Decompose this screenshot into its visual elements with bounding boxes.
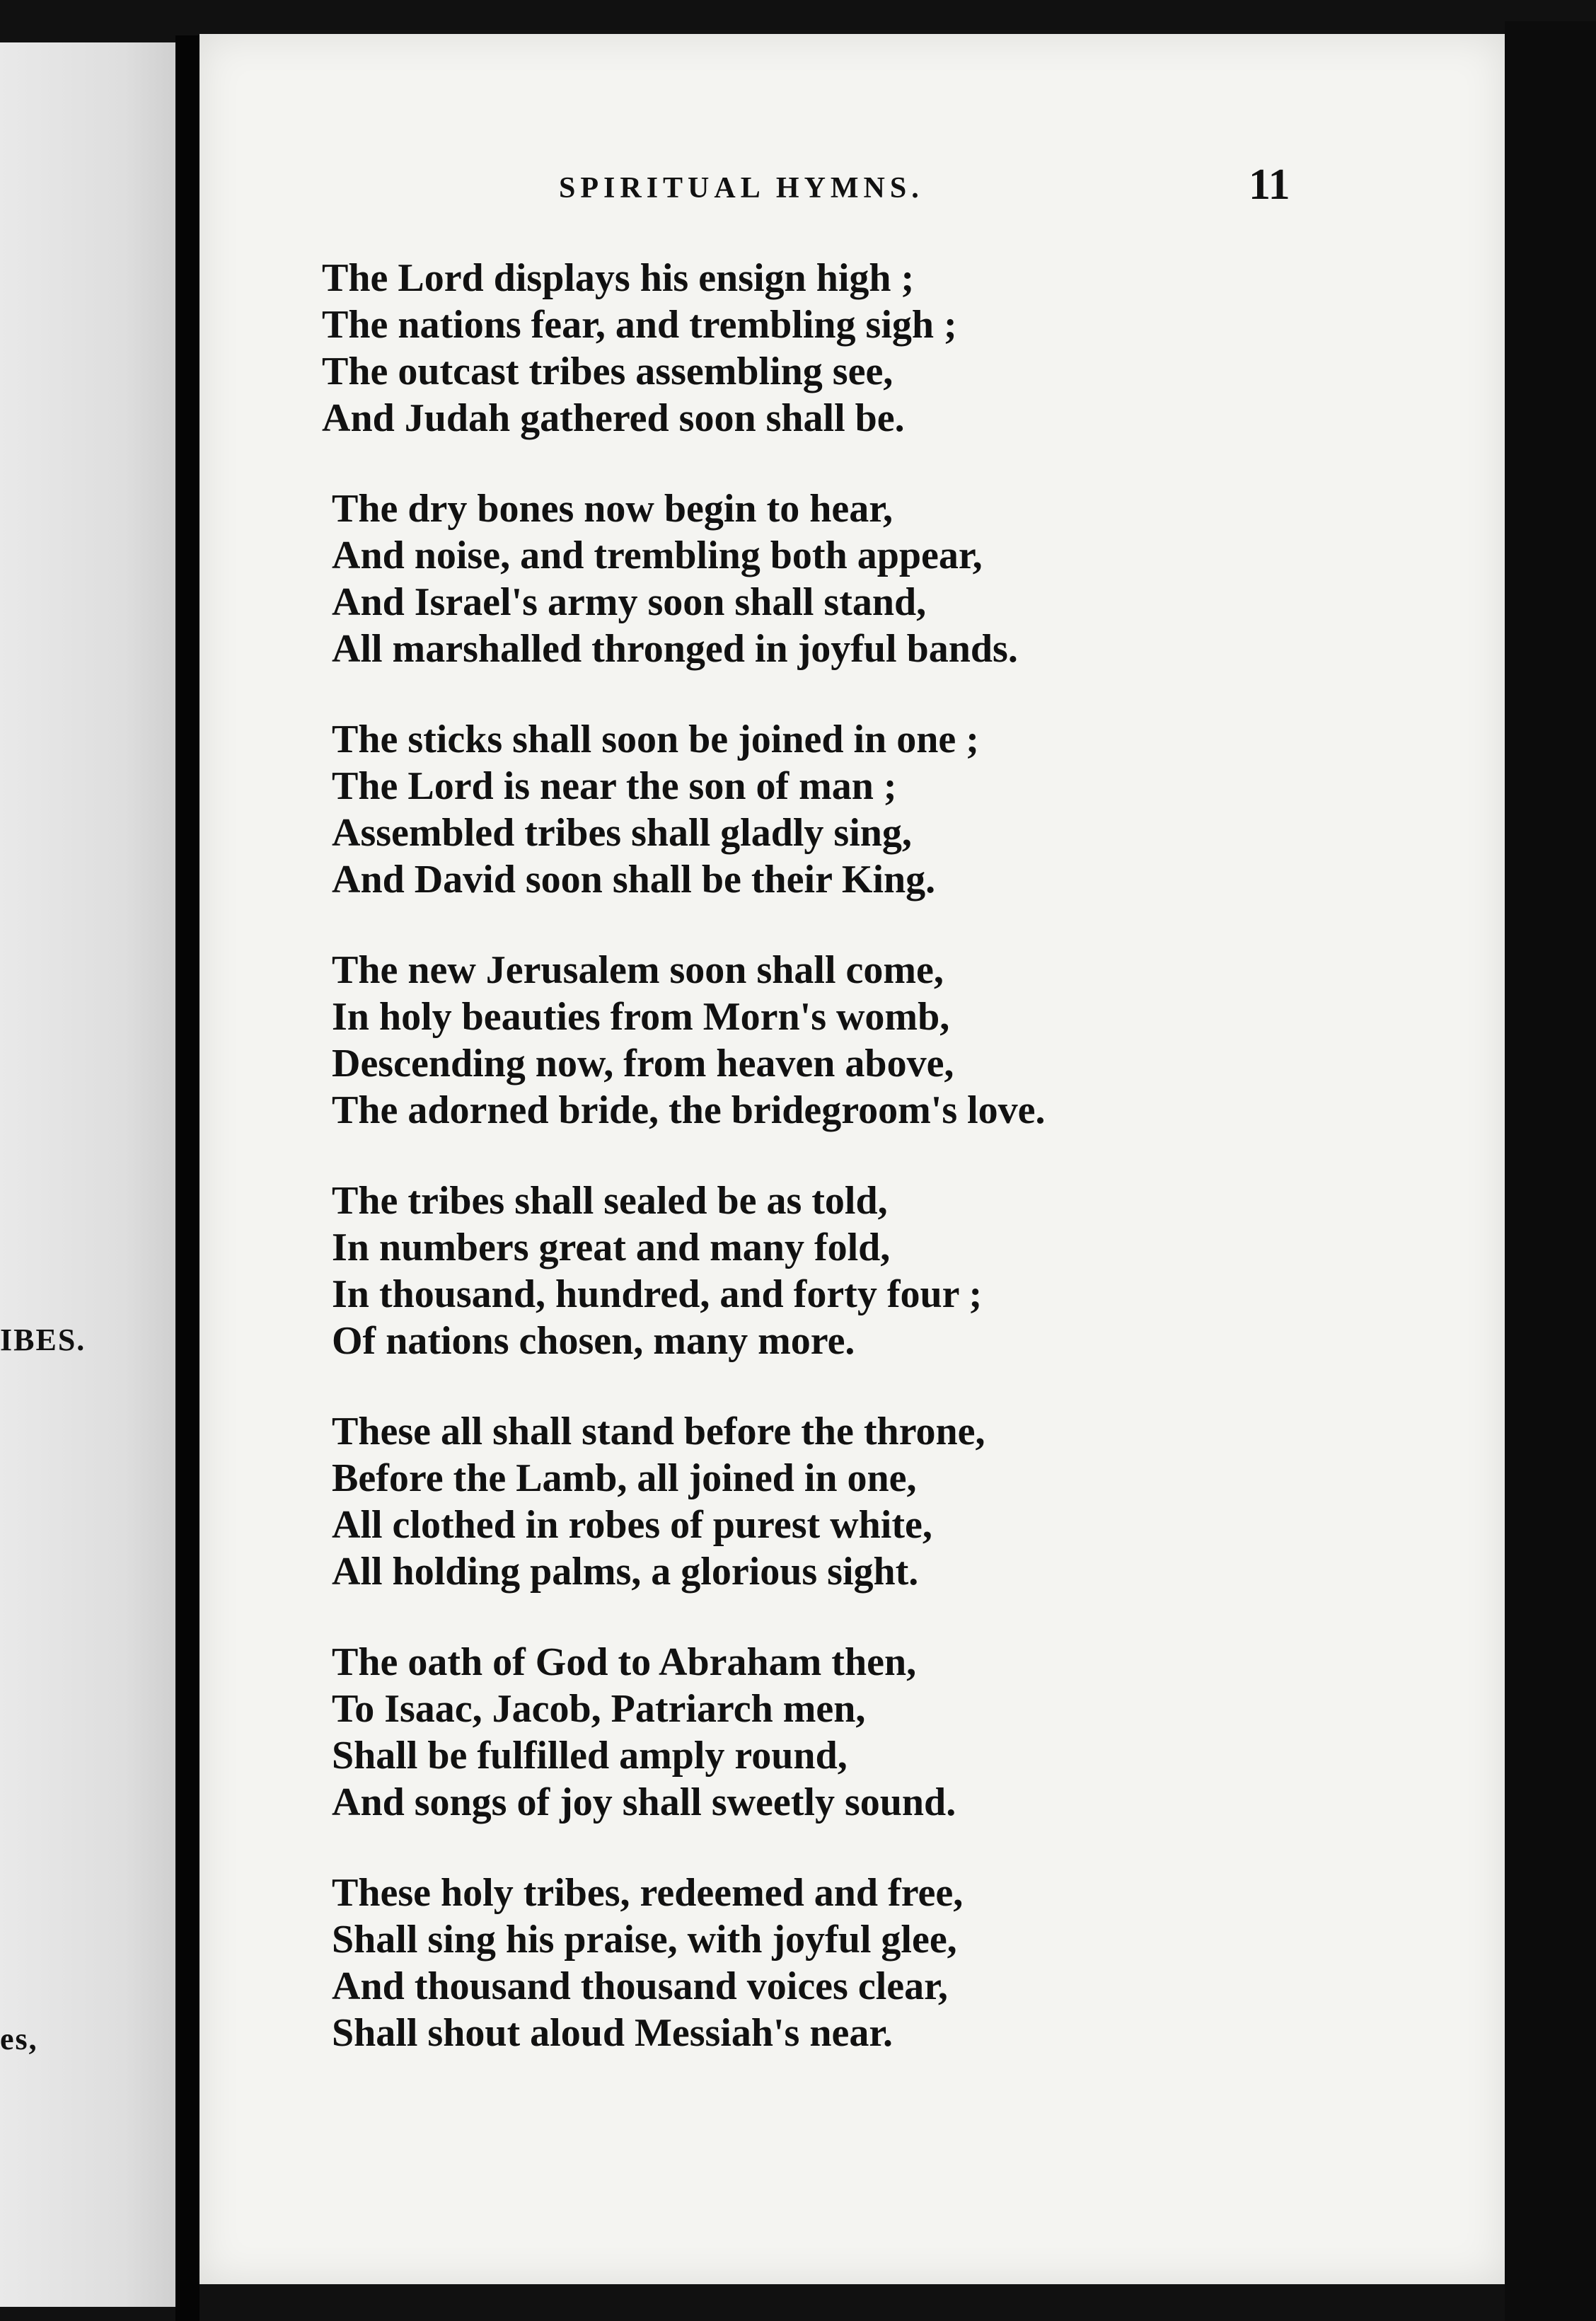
verse-line: And Judah gathered soon shall be. [322,396,905,440]
stanza [322,716,1418,903]
page-number: 11 [1249,161,1290,209]
verse-line: Of nations chosen, many more. [332,1319,855,1363]
verse-line: The oath of God to Abraham then, [332,1640,917,1684]
verse-line: All holding palms, a glorious sight. [332,1550,919,1594]
running-title: SPIRITUAL HYMNS. [559,172,924,205]
verse-line: All clothed in robes of purest white, [332,1503,932,1547]
verse-line: And Israel's army soon shall stand, [332,580,927,624]
scan-border [1505,21,1596,2321]
verse-line: These holy tribes, redeemed and free, [332,1871,964,1915]
verse-line: All marshalled thronged in joyful bands. [332,627,1018,671]
stanza [322,1639,1418,1826]
verse-line: The outcast tribes assembling see, [322,350,894,393]
verse-line: These all shall stand before the throne, [332,1410,985,1453]
verse-line: The adorned bride, the bridegroom's love. [332,1088,1046,1132]
verse-line: In thousand, hundred, and forty four ; [332,1272,983,1316]
verse-line: And songs of joy shall sweetly sound. [332,1780,956,1824]
stanza [322,1408,1418,1595]
verse-line: Shall be fulfilled amply round, [332,1734,848,1778]
stanza [322,947,1418,1134]
binding-gutter [175,35,200,2321]
verse-line: The sticks shall soon be joined in one ; [332,718,979,761]
verse-line: And noise, and trembling both appear, [332,534,983,577]
stanza [322,255,1418,442]
verse-line: Assembled tribes shall gladly sing, [332,811,912,855]
verse-line: In numbers great and many fold, [332,1226,891,1269]
verse-line: And David soon shall be their King. [332,858,936,902]
verse-line: And thousand thousand voices clear, [332,1964,948,2008]
verse-line: Shall shout aloud Messiah's near. [332,2011,894,2055]
facing-page-fragment: es, [0,2022,38,2056]
verse-line: The tribes shall sealed be as told, [332,1179,888,1223]
verse-line: The Lord is near the son of man ; [332,764,897,808]
verse-line: In holy beauties from Morn's womb, [332,995,950,1039]
verse-line: Descending now, from heaven above, [332,1042,954,1085]
facing-page-fragment: IBES. [0,1323,86,1357]
stanza [322,1177,1418,1364]
verse-line: The new Jerusalem soon shall come, [332,948,944,992]
verse-line: To Isaac, Jacob, Patriarch men, [332,1687,866,1731]
stanza [322,485,1418,672]
verse-line: The nations fear, and trembling sigh ; [322,303,957,347]
stanza [322,1870,1418,2056]
hymn-text [322,255,1418,2100]
verse-line: The Lord displays his ensign high ; [322,256,915,300]
verse-line: Before the Lamb, all joined in one, [332,1456,917,1500]
verse-line: Shall sing his praise, with joyful glee, [332,1918,957,1962]
page-header [354,161,1344,214]
facing-page-edge [0,42,177,2307]
verse-line: The dry bones now begin to hear, [332,487,893,531]
